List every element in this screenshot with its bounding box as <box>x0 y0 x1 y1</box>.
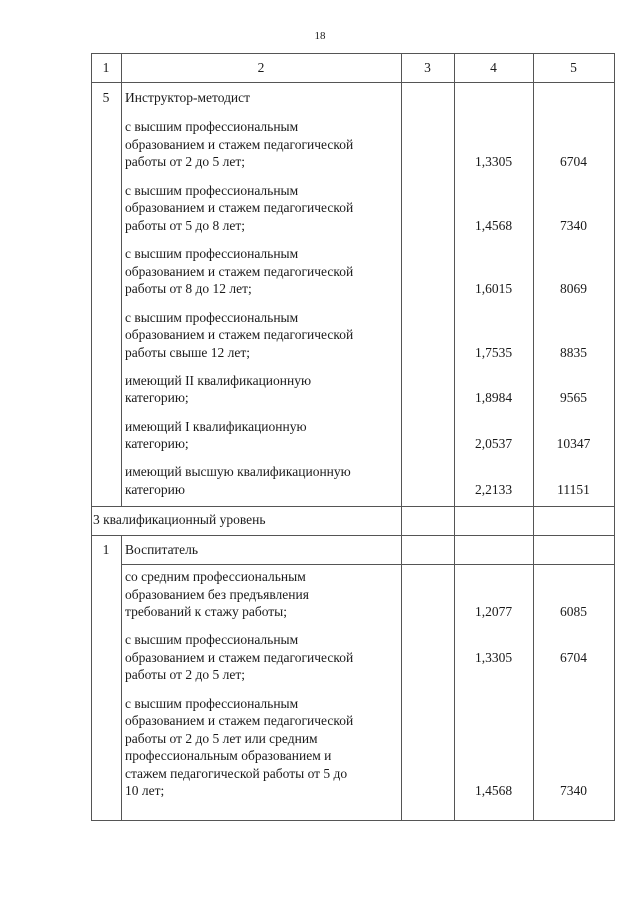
condition-line: с высшим профессиональным <box>125 183 299 198</box>
condition-line: имеющий I квалификационную <box>125 419 307 434</box>
header-col-3: 3 <box>424 60 431 75</box>
condition-line: образованием и стажем педагогической <box>125 713 354 728</box>
condition-line: с высшим профессиональным <box>125 632 299 647</box>
condition-line: с высшим профессиональным <box>125 119 299 134</box>
condition-line: стажем педагогической работы от 5 до <box>125 766 348 781</box>
salary-value: 9565 <box>560 390 587 405</box>
condition-line: образованием и стажем педагогической <box>125 137 354 152</box>
condition-line: с высшим профессиональным <box>125 310 299 325</box>
condition-line: имеющий высшую квалификационную <box>125 464 351 479</box>
header-col-2: 2 <box>257 60 265 75</box>
condition-line: работы от 2 до 5 лет или средним <box>125 731 318 746</box>
coefficient-value: 1,8984 <box>474 390 513 405</box>
header-col-1: 1 <box>102 60 110 75</box>
coefficient-value: 1,2077 <box>474 604 513 619</box>
condition-line: работы от 2 до 5 лет; <box>125 667 245 682</box>
table-border-bottom <box>91 820 615 821</box>
table-border-right <box>614 53 615 820</box>
salary-value: 6704 <box>560 154 587 169</box>
condition-line: образованием без предъявления <box>125 587 309 602</box>
condition-line: работы свыше 12 лет; <box>125 345 250 360</box>
condition-line: профессиональным образованием и <box>125 748 332 763</box>
header-row-divider <box>91 82 615 83</box>
col-divider-1-2-lower <box>121 535 122 820</box>
condition-line: образованием и стажем педагогической <box>125 264 354 279</box>
coefficient-value: 1,3305 <box>474 650 513 665</box>
salary-value: 11151 <box>557 482 590 497</box>
row-number: 5 <box>102 90 110 105</box>
coefficient-value: 1,3305 <box>474 154 513 169</box>
position-title: Инструктор-методист <box>125 90 251 105</box>
condition-line: работы от 2 до 5 лет; <box>125 154 245 169</box>
condition-line: работы от 5 до 8 лет; <box>125 218 245 233</box>
header-col-4: 4 <box>490 60 497 75</box>
col-divider-1-2 <box>121 53 122 506</box>
header-col-5: 5 <box>570 60 577 75</box>
condition-line: образованием и стажем педагогической <box>125 650 354 665</box>
row-number: 1 <box>102 542 110 557</box>
coefficient-value: 2,2133 <box>474 482 513 497</box>
condition-line: работы от 8 до 12 лет; <box>125 281 252 296</box>
coefficient-value: 1,4568 <box>474 218 513 233</box>
condition-line: с высшим профессиональным <box>125 696 299 711</box>
salary-value: 7340 <box>560 218 587 233</box>
condition-line: имеющий II квалификационную <box>125 373 312 388</box>
qualification-level-heading: 3 квалификационный уровень <box>93 512 266 527</box>
condition-line: образованием и стажем педагогической <box>125 327 354 342</box>
title-b-divider <box>121 564 615 565</box>
condition-line: со средним профессиональным <box>125 569 306 584</box>
coefficient-value: 1,4568 <box>474 783 513 798</box>
position-title: Воспитатель <box>125 542 199 557</box>
coefficient-value: 2,0537 <box>474 436 513 451</box>
level-row-divider <box>91 535 615 536</box>
condition-line: 10 лет; <box>125 783 165 798</box>
salary-value: 8835 <box>560 345 587 360</box>
condition-line: категорию <box>125 482 185 497</box>
section-a-end-divider <box>91 506 615 507</box>
condition-line: требований к стажу работы; <box>125 604 287 619</box>
condition-line: категорию; <box>125 436 189 451</box>
coefficient-value: 1,6015 <box>474 281 513 296</box>
salary-value: 7340 <box>560 783 587 798</box>
condition-line: с высшим профессиональным <box>125 246 299 261</box>
salary-value: 10347 <box>556 436 591 451</box>
salary-value: 6085 <box>560 604 587 619</box>
coefficient-value: 1,7535 <box>474 345 513 360</box>
col-divider-2-3 <box>401 53 402 820</box>
salary-value: 6704 <box>560 650 587 665</box>
salary-value: 8069 <box>560 281 587 296</box>
page-number: 18 <box>314 30 326 42</box>
table-border-top <box>91 53 615 54</box>
table-border-left <box>91 53 92 820</box>
condition-line: образованием и стажем педагогической <box>125 200 354 215</box>
condition-line: категорию; <box>125 390 189 405</box>
